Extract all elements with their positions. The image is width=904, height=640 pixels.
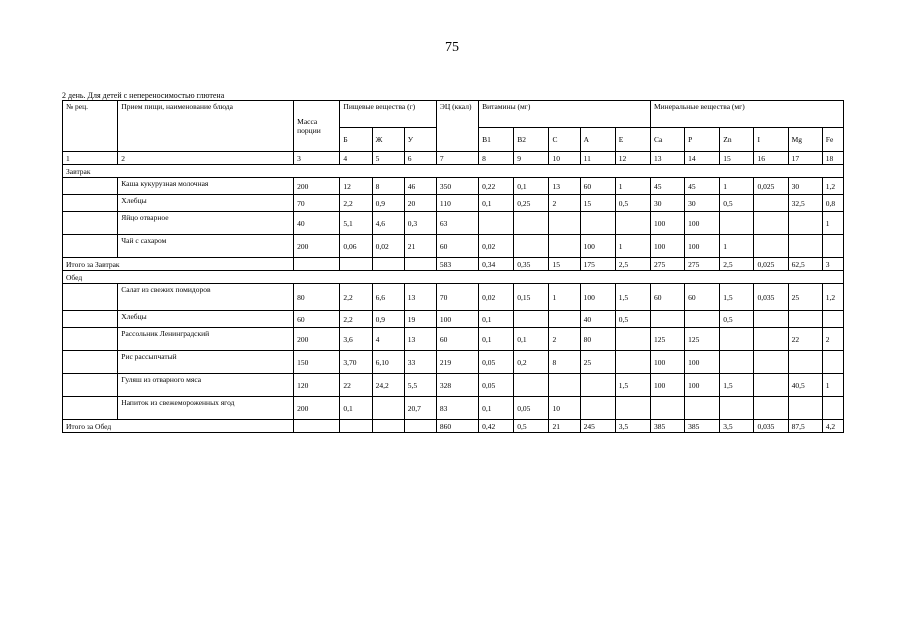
table-cell: 40 [580,311,615,328]
table-cell: 13 [404,284,436,311]
total-label: Итого за Обед [63,420,294,433]
dish-name: Каша кукурузная молочная [118,178,294,195]
dish-row [63,328,844,351]
header-p: P [685,128,720,152]
total-cell: 87,5 [788,420,822,433]
table-cell [549,235,580,258]
total-cell: 385 [650,420,684,433]
table-cell: 100 [650,374,684,397]
table-cell: 0,15 [514,284,549,311]
header-b2: B2 [514,128,549,152]
table-cell: 0,2 [514,351,549,374]
table-cell [63,351,118,374]
table-cell: 2,2 [340,195,372,212]
table-cell: 32,5 [788,195,822,212]
table-cell: 45 [685,178,720,195]
total-row [63,258,844,271]
table-cell: 5,5 [404,374,436,397]
column-number: 5 [372,152,404,165]
table-cell: 13 [549,178,580,195]
table-cell: 100 [685,374,720,397]
table-cell [754,328,788,351]
table-cell [720,397,754,420]
header-i: I [754,128,788,152]
table-cell: 1 [822,374,843,397]
table-cell [514,311,549,328]
column-number: 1 [63,152,118,165]
column-number: 11 [580,152,615,165]
total-cell: 583 [436,258,478,271]
table-cell [788,235,822,258]
dish-row [63,195,844,212]
section-title: Завтрак [63,165,844,178]
total-cell: 0,42 [479,420,514,433]
table-cell: 150 [294,351,340,374]
table-cell [63,178,118,195]
column-number: 10 [549,152,580,165]
table-cell: 100 [436,311,478,328]
dish-row [63,235,844,258]
dish-row [63,178,844,195]
total-label: Итого за Завтрак [63,258,294,271]
table-cell [650,397,684,420]
header-mg: Mg [788,128,822,152]
table-cell: 60 [436,328,478,351]
table-cell [63,212,118,235]
table-cell [63,374,118,397]
table-cell [754,351,788,374]
header-recipe-no: № рец. [63,101,118,152]
table-cell: 100 [580,235,615,258]
total-cell [340,258,372,271]
table-cell: 1 [615,235,650,258]
header-zn: Zn [720,128,754,152]
table-cell: 45 [650,178,684,195]
table-cell: 25 [788,284,822,311]
table-cell: 60 [436,235,478,258]
table-cell [788,311,822,328]
column-number: 9 [514,152,549,165]
table-cell: 100 [685,351,720,374]
table-cell: 0,1 [479,311,514,328]
column-number: 7 [436,152,478,165]
page-number: 75 [445,40,459,55]
table-cell: 63 [436,212,478,235]
table-cell: 4 [372,328,404,351]
table-cell [549,311,580,328]
table-cell [822,235,843,258]
total-cell: 62,5 [788,258,822,271]
total-cell: 175 [580,258,615,271]
table-cell [514,212,549,235]
table-cell: 40 [294,212,340,235]
table-cell [63,397,118,420]
table-cell [822,311,843,328]
section-header-row [63,271,844,284]
table-cell: 100 [650,351,684,374]
table-cell: 0,035 [754,284,788,311]
table-cell [63,311,118,328]
total-row [63,420,844,433]
table-cell: 1,5 [720,284,754,311]
column-number: 2 [118,152,294,165]
table-cell: 0,06 [340,235,372,258]
table-cell: 30 [685,195,720,212]
table-cell: 0,1 [479,328,514,351]
header-ca: Ca [650,128,684,152]
table-cell: 19 [404,311,436,328]
total-cell: 245 [580,420,615,433]
table-cell [372,397,404,420]
table-cell: 1,2 [822,284,843,311]
total-cell: 4,2 [822,420,843,433]
header-protein: Б [340,128,372,152]
table-cell: 200 [294,328,340,351]
table-cell: 0,05 [479,374,514,397]
table-cell: 30 [650,195,684,212]
table-cell: 2 [549,328,580,351]
table-cell: 0,5 [720,195,754,212]
table-cell: 40,5 [788,374,822,397]
header-e: E [615,128,650,152]
column-number: 4 [340,152,372,165]
header-fat: Ж [372,128,404,152]
table-cell: 125 [650,328,684,351]
table-cell: 3,70 [340,351,372,374]
dish-name: Напиток из свежемороженных ягод [118,397,294,420]
header-energy: ЭЦ (ккал) [436,101,478,152]
table-cell: 100 [650,235,684,258]
table-cell: 1 [822,212,843,235]
header-minerals: Минеральные вещества (мг) [650,101,843,128]
table-cell [754,212,788,235]
column-number: 16 [754,152,788,165]
table-cell [63,284,118,311]
table-cell: 200 [294,178,340,195]
table-cell: 0,1 [479,195,514,212]
menu-nutrition-table [62,100,844,433]
table-cell: 125 [685,328,720,351]
table-cell: 46 [404,178,436,195]
table-cell [720,328,754,351]
table-cell [615,212,650,235]
total-cell [404,258,436,271]
total-cell: 0,5 [514,420,549,433]
total-cell: 0,025 [754,258,788,271]
table-cell: 22 [340,374,372,397]
table-cell [615,328,650,351]
header-b1: B1 [479,128,514,152]
column-numbers-row [63,152,844,165]
table-cell: 30 [788,178,822,195]
table-cell: 0,25 [514,195,549,212]
total-cell [294,258,340,271]
table-cell [650,311,684,328]
dish-name: Чай с сахаром [118,235,294,258]
table-cell [754,195,788,212]
table-cell [754,235,788,258]
table-cell: 219 [436,351,478,374]
table-cell: 0,02 [479,235,514,258]
total-cell: 3 [822,258,843,271]
dish-name: Салат из свежих помидоров [118,284,294,311]
header-vitamins: Витамины (мг) [479,101,651,128]
table-cell [615,397,650,420]
table-cell: 4,6 [372,212,404,235]
table-cell [63,328,118,351]
table-cell [754,397,788,420]
table-cell [720,212,754,235]
total-cell [340,420,372,433]
table-cell: 70 [294,195,340,212]
table-cell: 1,5 [615,284,650,311]
table-cell: 200 [294,235,340,258]
table-cell: 0,3 [404,212,436,235]
table-cell: 0,5 [615,311,650,328]
dish-name: Хлебцы [118,311,294,328]
total-cell: 2,5 [615,258,650,271]
table-cell: 0,02 [479,284,514,311]
table-cell: 1 [720,178,754,195]
table-cell: 12 [340,178,372,195]
table-cell: 6,6 [372,284,404,311]
dish-row [63,212,844,235]
table-cell: 1 [615,178,650,195]
total-cell: 0,34 [479,258,514,271]
header-nutrients: Пищевые вещества (г) [340,101,436,128]
column-number: 8 [479,152,514,165]
column-number: 15 [720,152,754,165]
table-cell: 2 [822,328,843,351]
dish-name: Гуляш из отварного мяса [118,374,294,397]
total-cell: 3,5 [615,420,650,433]
column-number: 6 [404,152,436,165]
table-cell: 0,22 [479,178,514,195]
table-cell: 0,9 [372,195,404,212]
table-cell: 5,1 [340,212,372,235]
dish-row [63,374,844,397]
header-c: C [549,128,580,152]
table-cell: 70 [436,284,478,311]
table-cell: 22 [788,328,822,351]
column-number: 13 [650,152,684,165]
header-portion: Масса порции [294,101,340,152]
total-cell: 0,35 [514,258,549,271]
table-cell: 2,2 [340,284,372,311]
table-cell: 80 [580,328,615,351]
table-cell: 0,1 [514,178,549,195]
table-cell: 100 [580,284,615,311]
dish-name: Рис рассыпчатый [118,351,294,374]
table-cell [754,311,788,328]
table-cell: 0,025 [754,178,788,195]
table-cell [580,212,615,235]
table-cell [63,195,118,212]
table-cell: 60 [685,284,720,311]
dish-row [63,284,844,311]
table-cell [479,212,514,235]
header-carbs: У [404,128,436,152]
table-cell [514,235,549,258]
dish-name: Рассольник Ленинградский [118,328,294,351]
column-number: 14 [685,152,720,165]
table-cell: 0,5 [720,311,754,328]
table-cell [549,374,580,397]
table-cell [685,397,720,420]
table-cell: 0,5 [615,195,650,212]
total-cell: 21 [549,420,580,433]
total-cell [294,420,340,433]
table-caption: 2 день. Для детей с непереносимостью глютена [62,91,225,100]
total-cell: 860 [436,420,478,433]
table-cell: 25 [580,351,615,374]
table-cell: 0,1 [340,397,372,420]
table-cell: 13 [404,328,436,351]
table-cell: 8 [372,178,404,195]
dish-name: Хлебцы [118,195,294,212]
table-cell: 20 [404,195,436,212]
total-cell: 0,035 [754,420,788,433]
table-cell [580,397,615,420]
table-cell: 100 [685,212,720,235]
column-number: 3 [294,152,340,165]
table-cell: 200 [294,397,340,420]
table-cell: 8 [549,351,580,374]
table-cell: 100 [685,235,720,258]
header-a: A [580,128,615,152]
table-cell [822,351,843,374]
table-cell: 1,5 [720,374,754,397]
table-cell: 80 [294,284,340,311]
dish-row [63,397,844,420]
table-cell [514,374,549,397]
total-cell: 275 [650,258,684,271]
table-cell: 33 [404,351,436,374]
header-fe: Fe [822,128,843,152]
table-cell: 60 [650,284,684,311]
table-cell: 15 [580,195,615,212]
total-cell [404,420,436,433]
table-cell: 0,9 [372,311,404,328]
total-cell: 3,5 [720,420,754,433]
table-cell: 0,1 [514,328,549,351]
table-cell: 350 [436,178,478,195]
table-cell [822,397,843,420]
table-cell: 0,02 [372,235,404,258]
table-cell [754,374,788,397]
table-cell: 328 [436,374,478,397]
table-cell [549,212,580,235]
column-number: 17 [788,152,822,165]
table-cell: 24,2 [372,374,404,397]
table-cell: 0,1 [479,397,514,420]
table-cell: 100 [650,212,684,235]
dish-row [63,311,844,328]
table-cell: 3,6 [340,328,372,351]
table-cell [788,212,822,235]
dish-name: Яйцо отварное [118,212,294,235]
table-cell: 1 [549,284,580,311]
total-cell: 275 [685,258,720,271]
column-number: 18 [822,152,843,165]
table-cell: 2,2 [340,311,372,328]
column-number: 12 [615,152,650,165]
table-cell: 120 [294,374,340,397]
table-cell [685,311,720,328]
table-cell: 83 [436,397,478,420]
table-cell [788,351,822,374]
table-cell [788,397,822,420]
table-cell [63,235,118,258]
table-cell: 10 [549,397,580,420]
table-cell [580,374,615,397]
table-cell: 60 [294,311,340,328]
total-cell [372,258,404,271]
table-cell: 2 [549,195,580,212]
table-cell: 110 [436,195,478,212]
table-cell: 0,05 [514,397,549,420]
section-title: Обед [63,271,844,284]
table-cell [720,351,754,374]
table-cell [615,351,650,374]
header-dish: Прием пищи, наименование блюда [118,101,294,152]
total-cell: 15 [549,258,580,271]
table-cell: 20,7 [404,397,436,420]
total-cell: 2,5 [720,258,754,271]
table-cell: 6,10 [372,351,404,374]
total-cell [372,420,404,433]
table-cell: 1 [720,235,754,258]
table-cell: 60 [580,178,615,195]
table-cell: 0,05 [479,351,514,374]
section-header-row [63,165,844,178]
dish-row [63,351,844,374]
table-cell: 21 [404,235,436,258]
table-cell: 1,2 [822,178,843,195]
table-cell: 0,8 [822,195,843,212]
table-cell: 1,5 [615,374,650,397]
total-cell: 385 [685,420,720,433]
